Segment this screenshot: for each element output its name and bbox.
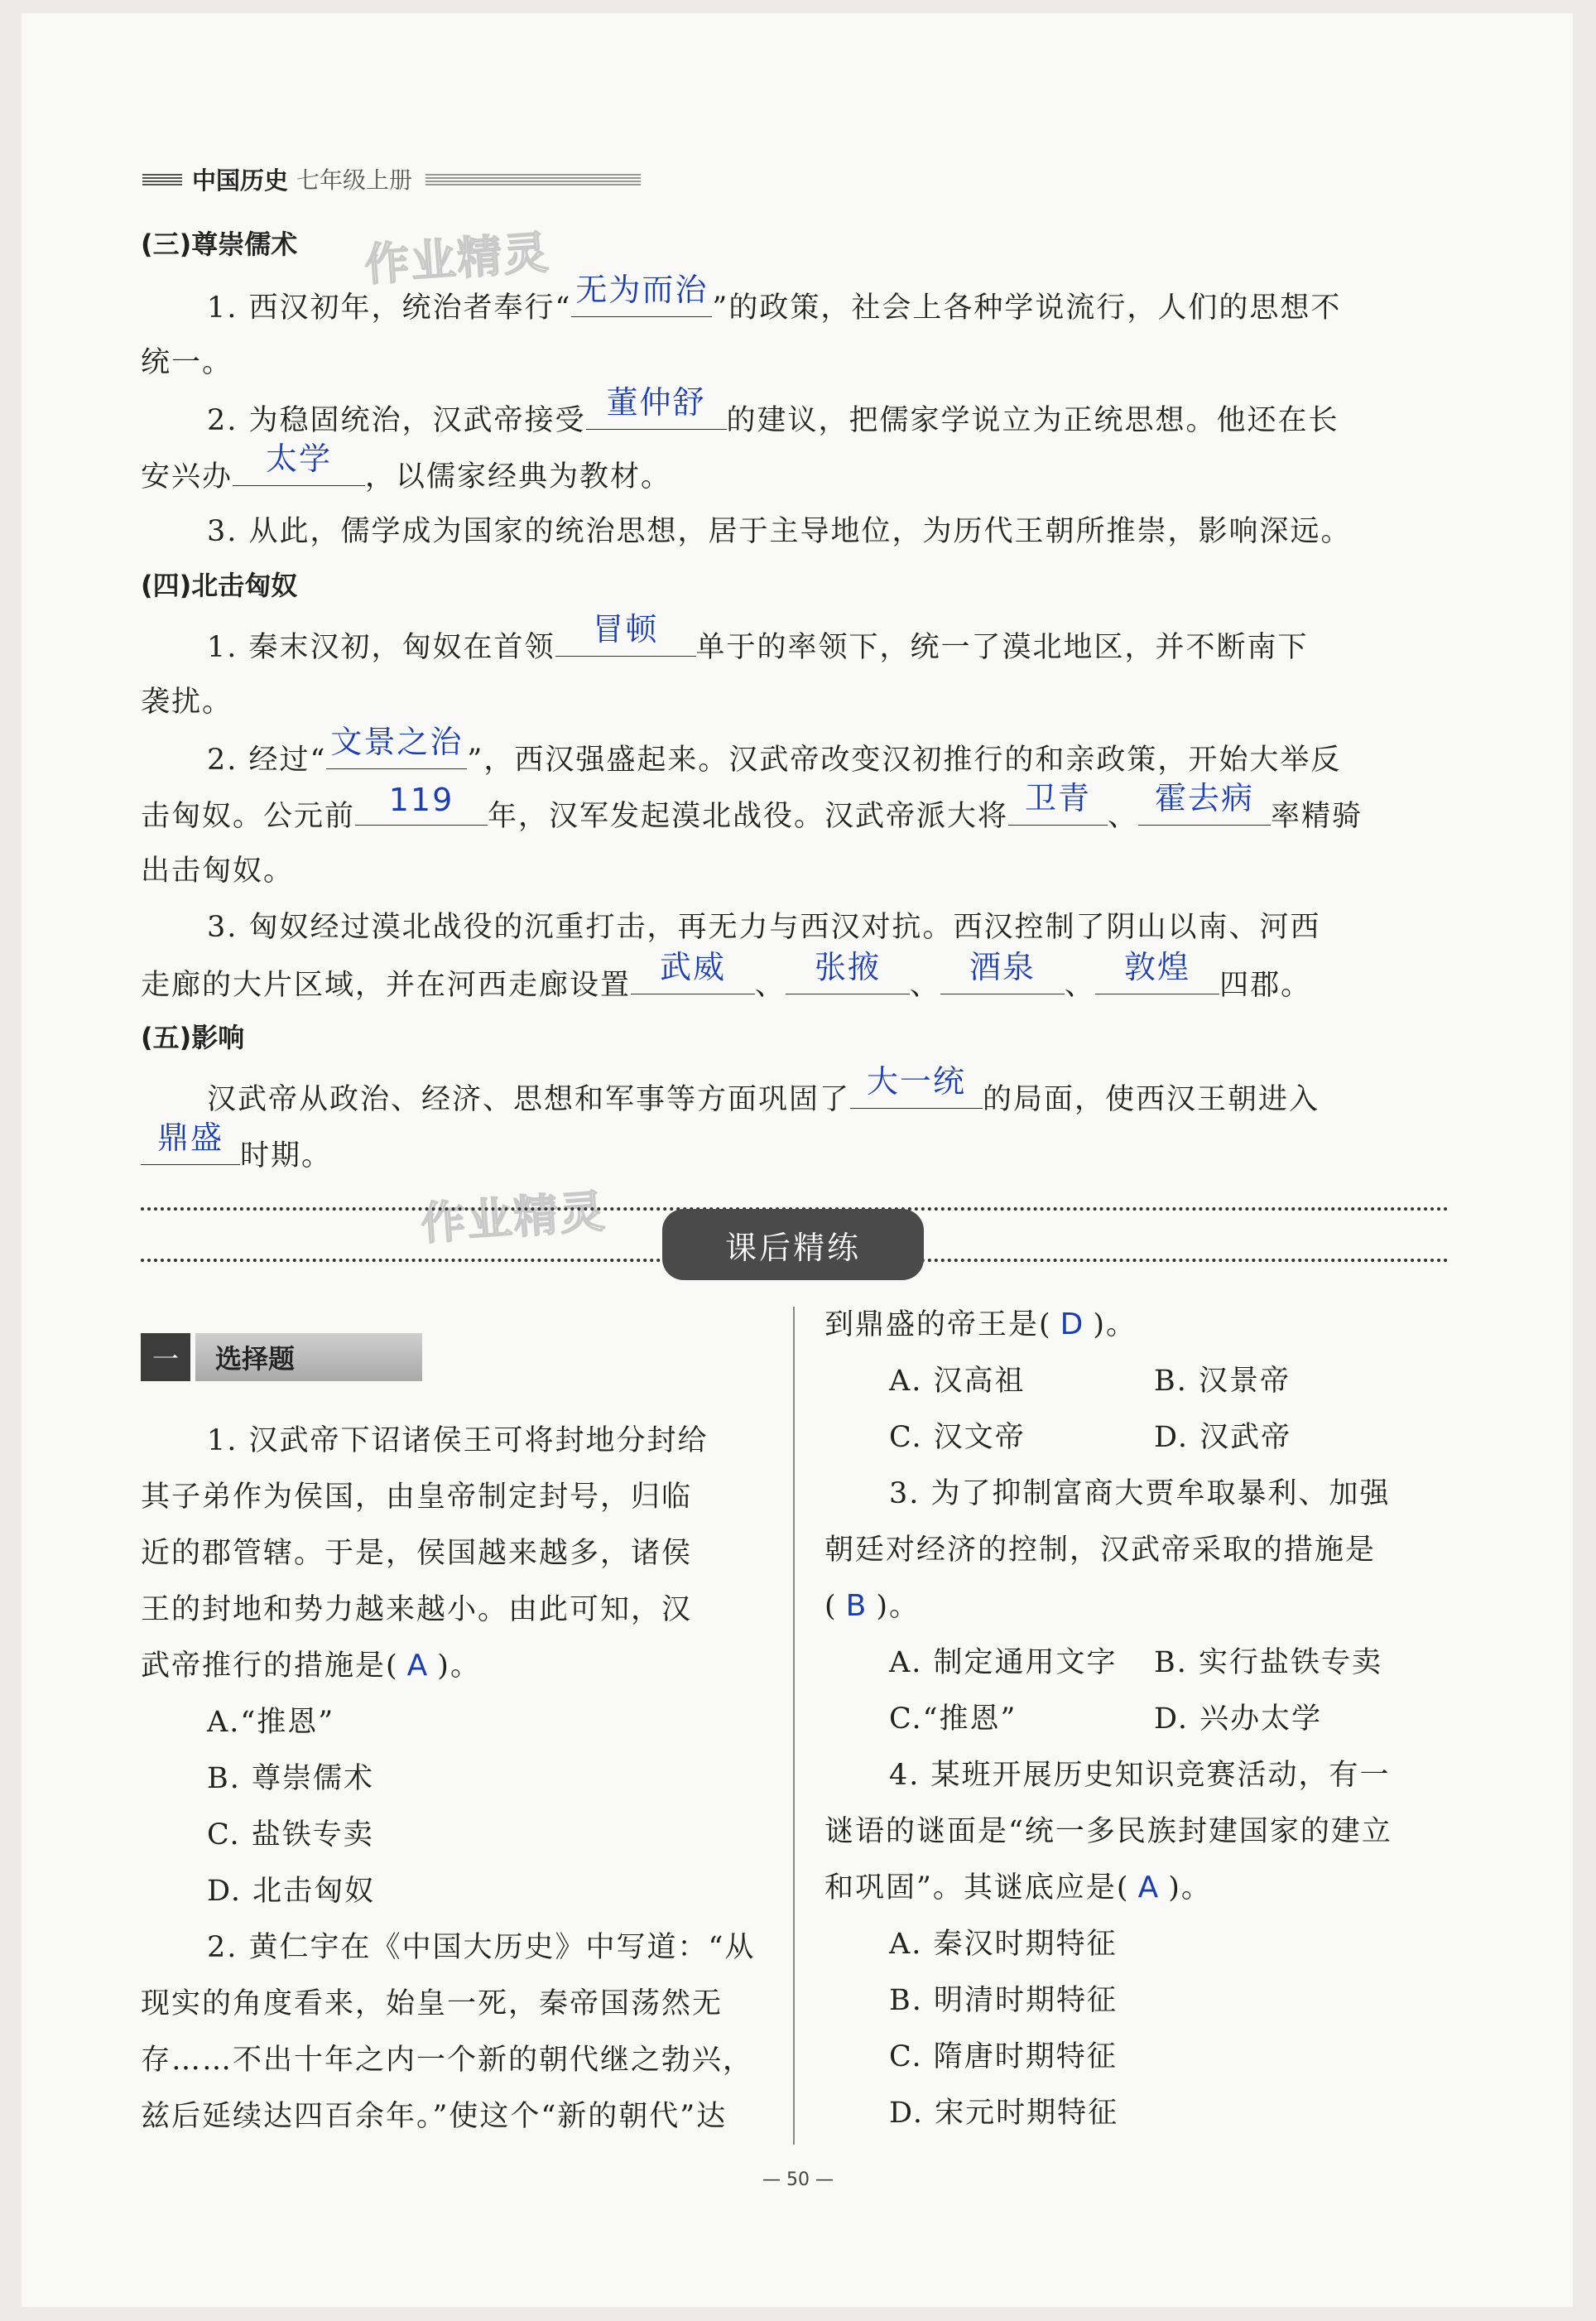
option: C.“推恩”: [889, 1702, 1017, 1736]
handwritten-answer: 无为而治: [575, 272, 709, 308]
handwritten-answer: 太学: [266, 441, 333, 477]
fill-blank: [1138, 780, 1271, 826]
section-title: (三)尊崇儒术: [141, 229, 298, 260]
handwritten-answer: 冒顿: [592, 611, 659, 648]
header-rule-left: [142, 172, 182, 185]
handwritten-answer: 119: [388, 782, 454, 818]
option: C. 汉文帝: [889, 1421, 1026, 1454]
question-2-line: 现实的角度看来，始皇一死，秦帝国荡然无: [141, 1987, 723, 2020]
handwritten-answer: 鼎盛: [156, 1120, 224, 1156]
option: C. 盐铁专卖: [207, 1818, 374, 1852]
part-number: 一: [141, 1333, 190, 1381]
text-line: 击匈奴。公元前 119 年，汉军发起漠北战役。汉武帝派大将 卫青 、 霍去病 率精骑: [141, 792, 1363, 835]
watermark: 作业精灵: [419, 1185, 608, 1250]
option: D. 宋元时期特征: [889, 2097, 1119, 2130]
text-line: 走廊的大片区域，并在河西走廊设置 武威 、 张掖 、 酒泉 、 敦煌 四郡。: [141, 961, 1311, 1004]
text-line: 2. 为稳固统治，汉武帝接受 董仲舒 的建议，把儒家学说立为正统思想。他还在长: [207, 396, 1339, 439]
handwritten-answer: 卫青: [1025, 780, 1092, 816]
header-grade: 七年级上册: [296, 166, 413, 194]
handwritten-answer: 大一统: [867, 1063, 967, 1100]
handwritten-answer: 武威: [660, 949, 727, 985]
fill-blank: [1008, 780, 1108, 826]
fill-blank: [571, 272, 712, 317]
fill-blank: [850, 1063, 983, 1109]
option: B. 明清时期特征: [889, 1984, 1118, 2017]
header-subject: 中国历史: [192, 166, 289, 195]
section-banner: 课后精练: [662, 1209, 924, 1280]
text-line: 3. 匈奴经过漠北战役的沉重打击，再无力与西汉对抗。西汉控制了阴山以南、河西: [207, 911, 1321, 944]
column-divider: [793, 1307, 795, 2145]
fill-blank: [555, 611, 696, 657]
page-number: — 50 —: [762, 2169, 834, 2190]
question-1-line: 王的封地和势力越来越小。由此可知，汉: [141, 1593, 693, 1626]
handwritten-answer: A: [406, 1649, 430, 1683]
part-title: 选择题: [195, 1333, 422, 1381]
question-1-line: 近的郡管辖。于是，侯国越来越多，诸侯: [141, 1537, 693, 1570]
header-rule-right: [425, 172, 641, 185]
handwritten-answer: 敦煌: [1124, 949, 1191, 985]
option: C. 隋唐时期特征: [889, 2040, 1118, 2073]
question-2-line: 兹后延续达四百余年。”使这个“新的朝代”达: [141, 2100, 728, 2133]
question-2-line: 存……不出十年之内一个新的朝代继之勃兴，: [141, 2044, 754, 2077]
option: D. 北击匈奴: [207, 1875, 376, 1908]
option: A. 汉高祖: [889, 1365, 1026, 1398]
question-2-line: 到鼎盛的帝王是( D )。: [824, 1307, 1137, 1341]
question-1-line: 武帝推行的措施是( A )。: [141, 1649, 481, 1683]
handwritten-answer: 酒泉: [969, 949, 1036, 985]
text-line: 袭扰。: [141, 686, 233, 719]
handwritten-answer: 董仲舒: [606, 384, 706, 421]
option: D. 兴办太学: [1154, 1702, 1323, 1736]
question-1-line: 其子弟作为侯国，由皇帝制定封号，归临: [141, 1481, 693, 1514]
text-line: 出击匈奴。: [141, 855, 295, 888]
fill-blank: [141, 1120, 240, 1165]
text-line: 1. 西汉初年，统治者奉行“ 无为而治 ”的政策，社会上各种学说流行，人们的思想不: [207, 283, 1341, 326]
text-line: 3. 从此，儒学成为国家的统治思想，居于主导地位，为历代王朝所推崇，影响深远。: [207, 515, 1352, 548]
handwritten-answer: 霍去病: [1155, 780, 1255, 816]
question-4-line: 和巩固”。其谜底应是( A )。: [824, 1871, 1212, 1904]
option: B. 汉景帝: [1154, 1365, 1291, 1398]
handwritten-answer: 张掖: [815, 949, 882, 985]
fill-blank: [786, 949, 910, 994]
question-2-line: 2. 黄仁宇在《中国大历史》中写道：“从: [207, 1931, 756, 1964]
fill-blank: [233, 441, 365, 486]
text-line: 鼎盛 时期。: [141, 1131, 332, 1174]
option: B. 实行盐铁专卖: [1154, 1646, 1382, 1679]
fill-blank: [586, 384, 727, 430]
running-header: [142, 162, 641, 195]
question-3-line: ( B )。: [824, 1589, 921, 1623]
text-line: 1. 秦末汉初，匈奴在首领 冒顿 单于的率领下，统一了漠北地区，并不断南下: [207, 623, 1309, 666]
text-line: 2. 经过“ 文景之治 ”，西汉强盛起来。汉武帝改变汉初推行的和亲政策，开始大举反: [207, 735, 1341, 778]
handwritten-answer: A: [1137, 1871, 1161, 1904]
text-line: 汉武帝从政治、经济、思想和军事等方面巩固了 大一统 的局面，使西汉王朝进入: [207, 1075, 1320, 1118]
text-line: 安兴办 太学 ，以儒家经典为教材。: [141, 452, 671, 495]
text-line: 统一。: [141, 346, 233, 379]
section-title: (四)北击匈奴: [141, 570, 298, 601]
option: A. 秦汉时期特征: [889, 1928, 1118, 1961]
handwritten-answer: 文景之治: [330, 724, 464, 760]
fill-blank: [1095, 949, 1219, 994]
fill-blank: [631, 949, 755, 994]
question-3-line: 朝廷对经济的控制，汉武帝采取的措施是: [824, 1534, 1377, 1567]
part-label: [141, 1333, 422, 1381]
fill-blank: [355, 782, 488, 826]
option: D. 汉武帝: [1154, 1421, 1292, 1454]
question-4-line: 4. 某班开展历史知识竞赛活动，有一: [889, 1759, 1391, 1792]
option: B. 尊崇儒术: [207, 1762, 374, 1795]
handwritten-answer: D: [1060, 1307, 1085, 1341]
question-4-line: 谜语的谜面是“统一多民族封建国家的建立: [824, 1815, 1392, 1848]
fill-blank: [940, 949, 1065, 994]
watermark: 作业精灵: [363, 226, 552, 291]
section-title: (五)影响: [141, 1022, 245, 1053]
fill-blank: [326, 724, 467, 769]
option: A.“推恩”: [207, 1706, 335, 1739]
option: A. 制定通用文字: [889, 1646, 1118, 1679]
question-3-line: 3. 为了抑制富商大贾牟取暴利、加强: [889, 1477, 1391, 1510]
question-1-line: 1. 汉武帝下诏诸侯王可将封地分封给: [207, 1424, 709, 1457]
handwritten-answer: B: [845, 1589, 868, 1623]
